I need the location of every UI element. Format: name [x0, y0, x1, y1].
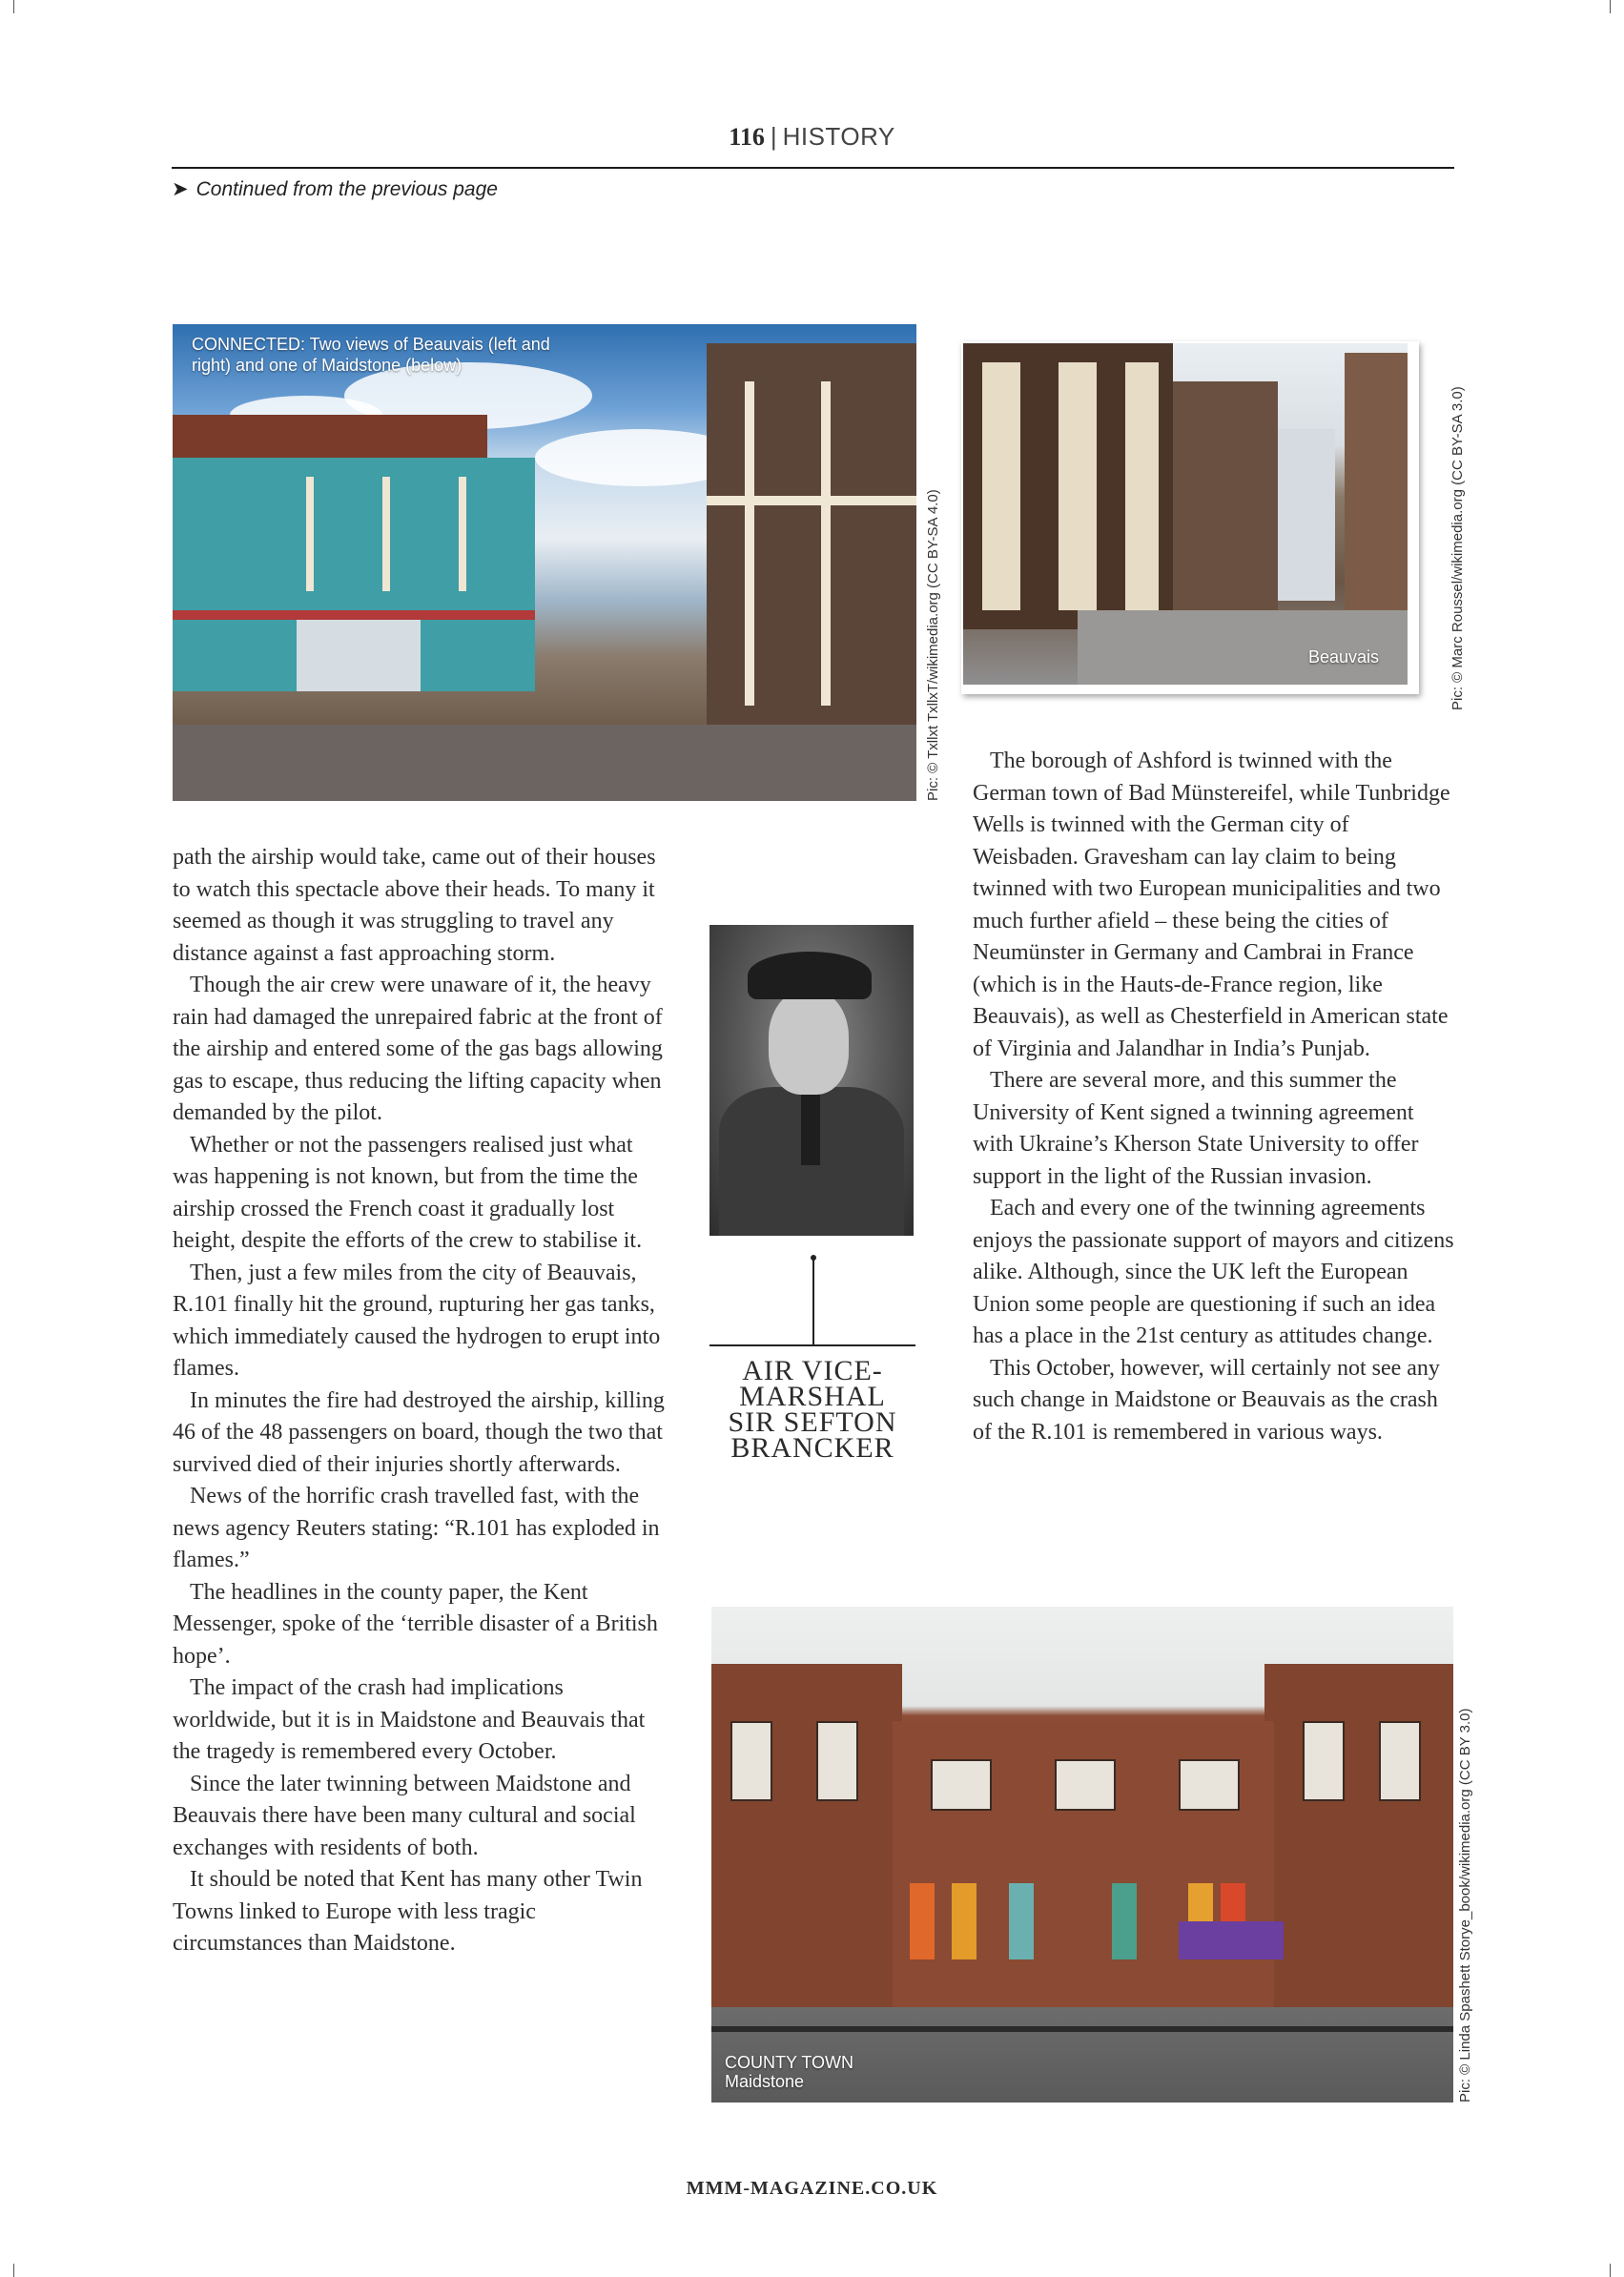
timber-beam — [707, 496, 916, 505]
footer-website: MMM-MAGAZINE.CO.UK — [686, 2178, 938, 2199]
photo-caption: Beauvais — [1307, 647, 1379, 667]
paragraph: There are several more, and this summer the University of Kent signed a twinning agreement with Ukraine’s Kherson State University to offer support in the light of the Russian invasion. — [973, 1068, 1419, 1189]
paragraph: Then, just a few miles from the city of Beauvais, R.101 finally hit the ground, rupturing her gas tanks, which immediately caused the hydrogen to erupt into flames. — [173, 1260, 661, 1381]
continued-note — [172, 177, 498, 201]
building-distant — [1278, 429, 1335, 601]
portrait-caption-line: AIR VICE- — [742, 1355, 883, 1386]
paragraph: Since the later twinning between Maidstone and Beauvais there have been many cultural and social exchanges with residents of both. — [173, 1771, 636, 1860]
portrait-caption-line: SIR SEFTON — [728, 1406, 897, 1438]
paragraph: The headlines in the county paper, the Kent Messenger, spoke of the ‘terrible disaster of a British hope’. — [173, 1579, 658, 1669]
window — [816, 1721, 858, 1801]
plaster-panel — [1059, 362, 1097, 610]
caption-rule — [709, 1344, 915, 1346]
banner — [1112, 1883, 1137, 1959]
continued-text: Continued from the previous page — [195, 178, 498, 200]
banner — [1009, 1883, 1034, 1959]
paragraph: Though the air crew were unaware of it, the heavy rain had damaged the unrepaired fabric at the front of the airship and entered some of the gas bags allowing gas to escape, thus reducing the lifting capacity when demanded by the pilot. — [173, 973, 663, 1125]
article-column-left — [173, 842, 668, 1960]
paragraph: The impact of the crash had implications worldwide, but it is in Maidstone and Beauvais that the tragedy is remembered every October. — [173, 1675, 646, 1764]
plaster-panel — [1125, 362, 1159, 610]
window — [1055, 1759, 1116, 1811]
header-separator: | — [770, 122, 777, 151]
paragraph: In minutes the fire had destroyed the airship, killing 46 of the 48 passengers on board, though the two that survived died of their injuries shortly afterwards. — [173, 1387, 665, 1477]
banner — [952, 1883, 976, 1959]
marquee-tent — [1179, 1921, 1284, 1959]
paragraph: The borough of Ashford is twinned with the German town of Bad Münstereifel, while Tunbridge Wells is twinned with the German city of Weisbaden. Gravesham can lay claim to being twinned with two European municipalities and two much further afield – these being the cities of Neumünster in Germany and Cambrai in France (which is in the Hauts-de-France region, like Beauvais), as well as Chesterfield in American state of Virginia and Jalandhar in India’s Punjab. — [973, 749, 1450, 1061]
photo-credit: Pic: © Marc Roussel/wikimedia.org (CC BY-SA 3.0) — [1449, 386, 1466, 710]
plaster-panel — [982, 362, 1020, 610]
paragraph: path the airship would take, came out of their houses to watch this spectacle above their heads. To many it seemed as though it was struggling to travel any distance against a fast approaching storm. — [173, 845, 656, 966]
section-title: HISTORY — [782, 122, 895, 151]
header-rule — [172, 167, 1454, 169]
portrait-photo — [709, 925, 914, 1236]
building-wing — [711, 1664, 902, 2007]
shop-sign — [173, 610, 535, 620]
paragraph: This October, however, will certainly not see any such change in Maidstone or Beauvais as the crash of the R.101 is remembered in various ways. — [973, 1355, 1440, 1445]
leader-line — [812, 1259, 814, 1344]
banner — [910, 1883, 935, 1959]
window — [1379, 1721, 1421, 1801]
window — [1303, 1721, 1345, 1801]
paragraph: News of the horrific crash travelled fast, with the news agency Reuters stating: “R.101 has exploded in flames.” — [173, 1484, 660, 1572]
uniform-tie — [801, 1089, 820, 1165]
page-header — [0, 122, 1624, 152]
railing — [711, 2026, 1453, 2032]
timber-beam — [821, 381, 831, 706]
timber-beam — [306, 477, 314, 591]
timber-beam — [459, 477, 466, 591]
photo-caption — [725, 2053, 853, 2091]
building-wing — [1264, 1664, 1453, 2007]
portrait-caption-line: BRANCKER — [730, 1432, 894, 1464]
shop-window — [297, 620, 421, 691]
paragraph: It should be noted that Kent has many other Twin Towns linked to Europe with less tragic circumstances than Maidstone. — [173, 1867, 643, 1956]
timber-house — [1345, 353, 1408, 639]
arrow-right-icon: ➤ — [172, 178, 189, 200]
timber-beam — [382, 477, 390, 591]
window — [730, 1721, 772, 1801]
crop-mark-bottom-left — [0, 2264, 14, 2277]
paragraph: Each and every one of the twinning agreements enjoys the passionate support of mayors and citizens alike. Although, since the UK left the European Union some people are questioning if such an idea has a place in the 21st century as attitudes change. — [973, 1196, 1454, 1348]
crop-mark-top-left — [0, 0, 14, 13]
photo-beauvais-alley — [963, 343, 1408, 685]
peaked-cap — [748, 952, 872, 999]
window — [931, 1759, 992, 1811]
paragraph: Whether or not the passengers realised just what was happening is not known, but from the time the airship crossed the French coast it gradually lost height, despite the efforts of the crew to stabilise it. — [173, 1132, 643, 1253]
photo-credit: Pic: © Txllxt TxllxT/wikimedia.org (CC BY-SA 4.0) — [925, 489, 941, 801]
crop-mark-top-right — [1610, 0, 1624, 13]
photo-caption-subtitle: Maidstone — [725, 2072, 805, 2091]
portrait-caption-line: MARSHAL — [739, 1381, 886, 1412]
street-road — [173, 725, 916, 801]
portrait-caption — [709, 1355, 915, 1464]
timber-house — [1173, 381, 1278, 610]
photo-caption-title: COUNTY TOWN — [725, 2053, 854, 2072]
article-column-right — [973, 746, 1454, 1448]
window — [1179, 1759, 1240, 1811]
face-shape — [769, 990, 849, 1095]
timber-beam — [745, 381, 754, 706]
photo-maidstone-museum — [711, 1607, 1453, 2103]
timber-building-right — [707, 343, 916, 744]
photo-caption: CONNECTED: Two views of Beauvais (left and right) and one of Maidstone (below) — [192, 335, 550, 375]
photo-credit: Pic: © Linda Spashett Storye_book/wikimedia.org (CC BY 3.0) — [1457, 1708, 1473, 2103]
crop-mark-bottom-right — [1610, 2264, 1624, 2277]
photo-beauvais-street — [173, 324, 916, 801]
page-number: 116 — [729, 123, 765, 151]
